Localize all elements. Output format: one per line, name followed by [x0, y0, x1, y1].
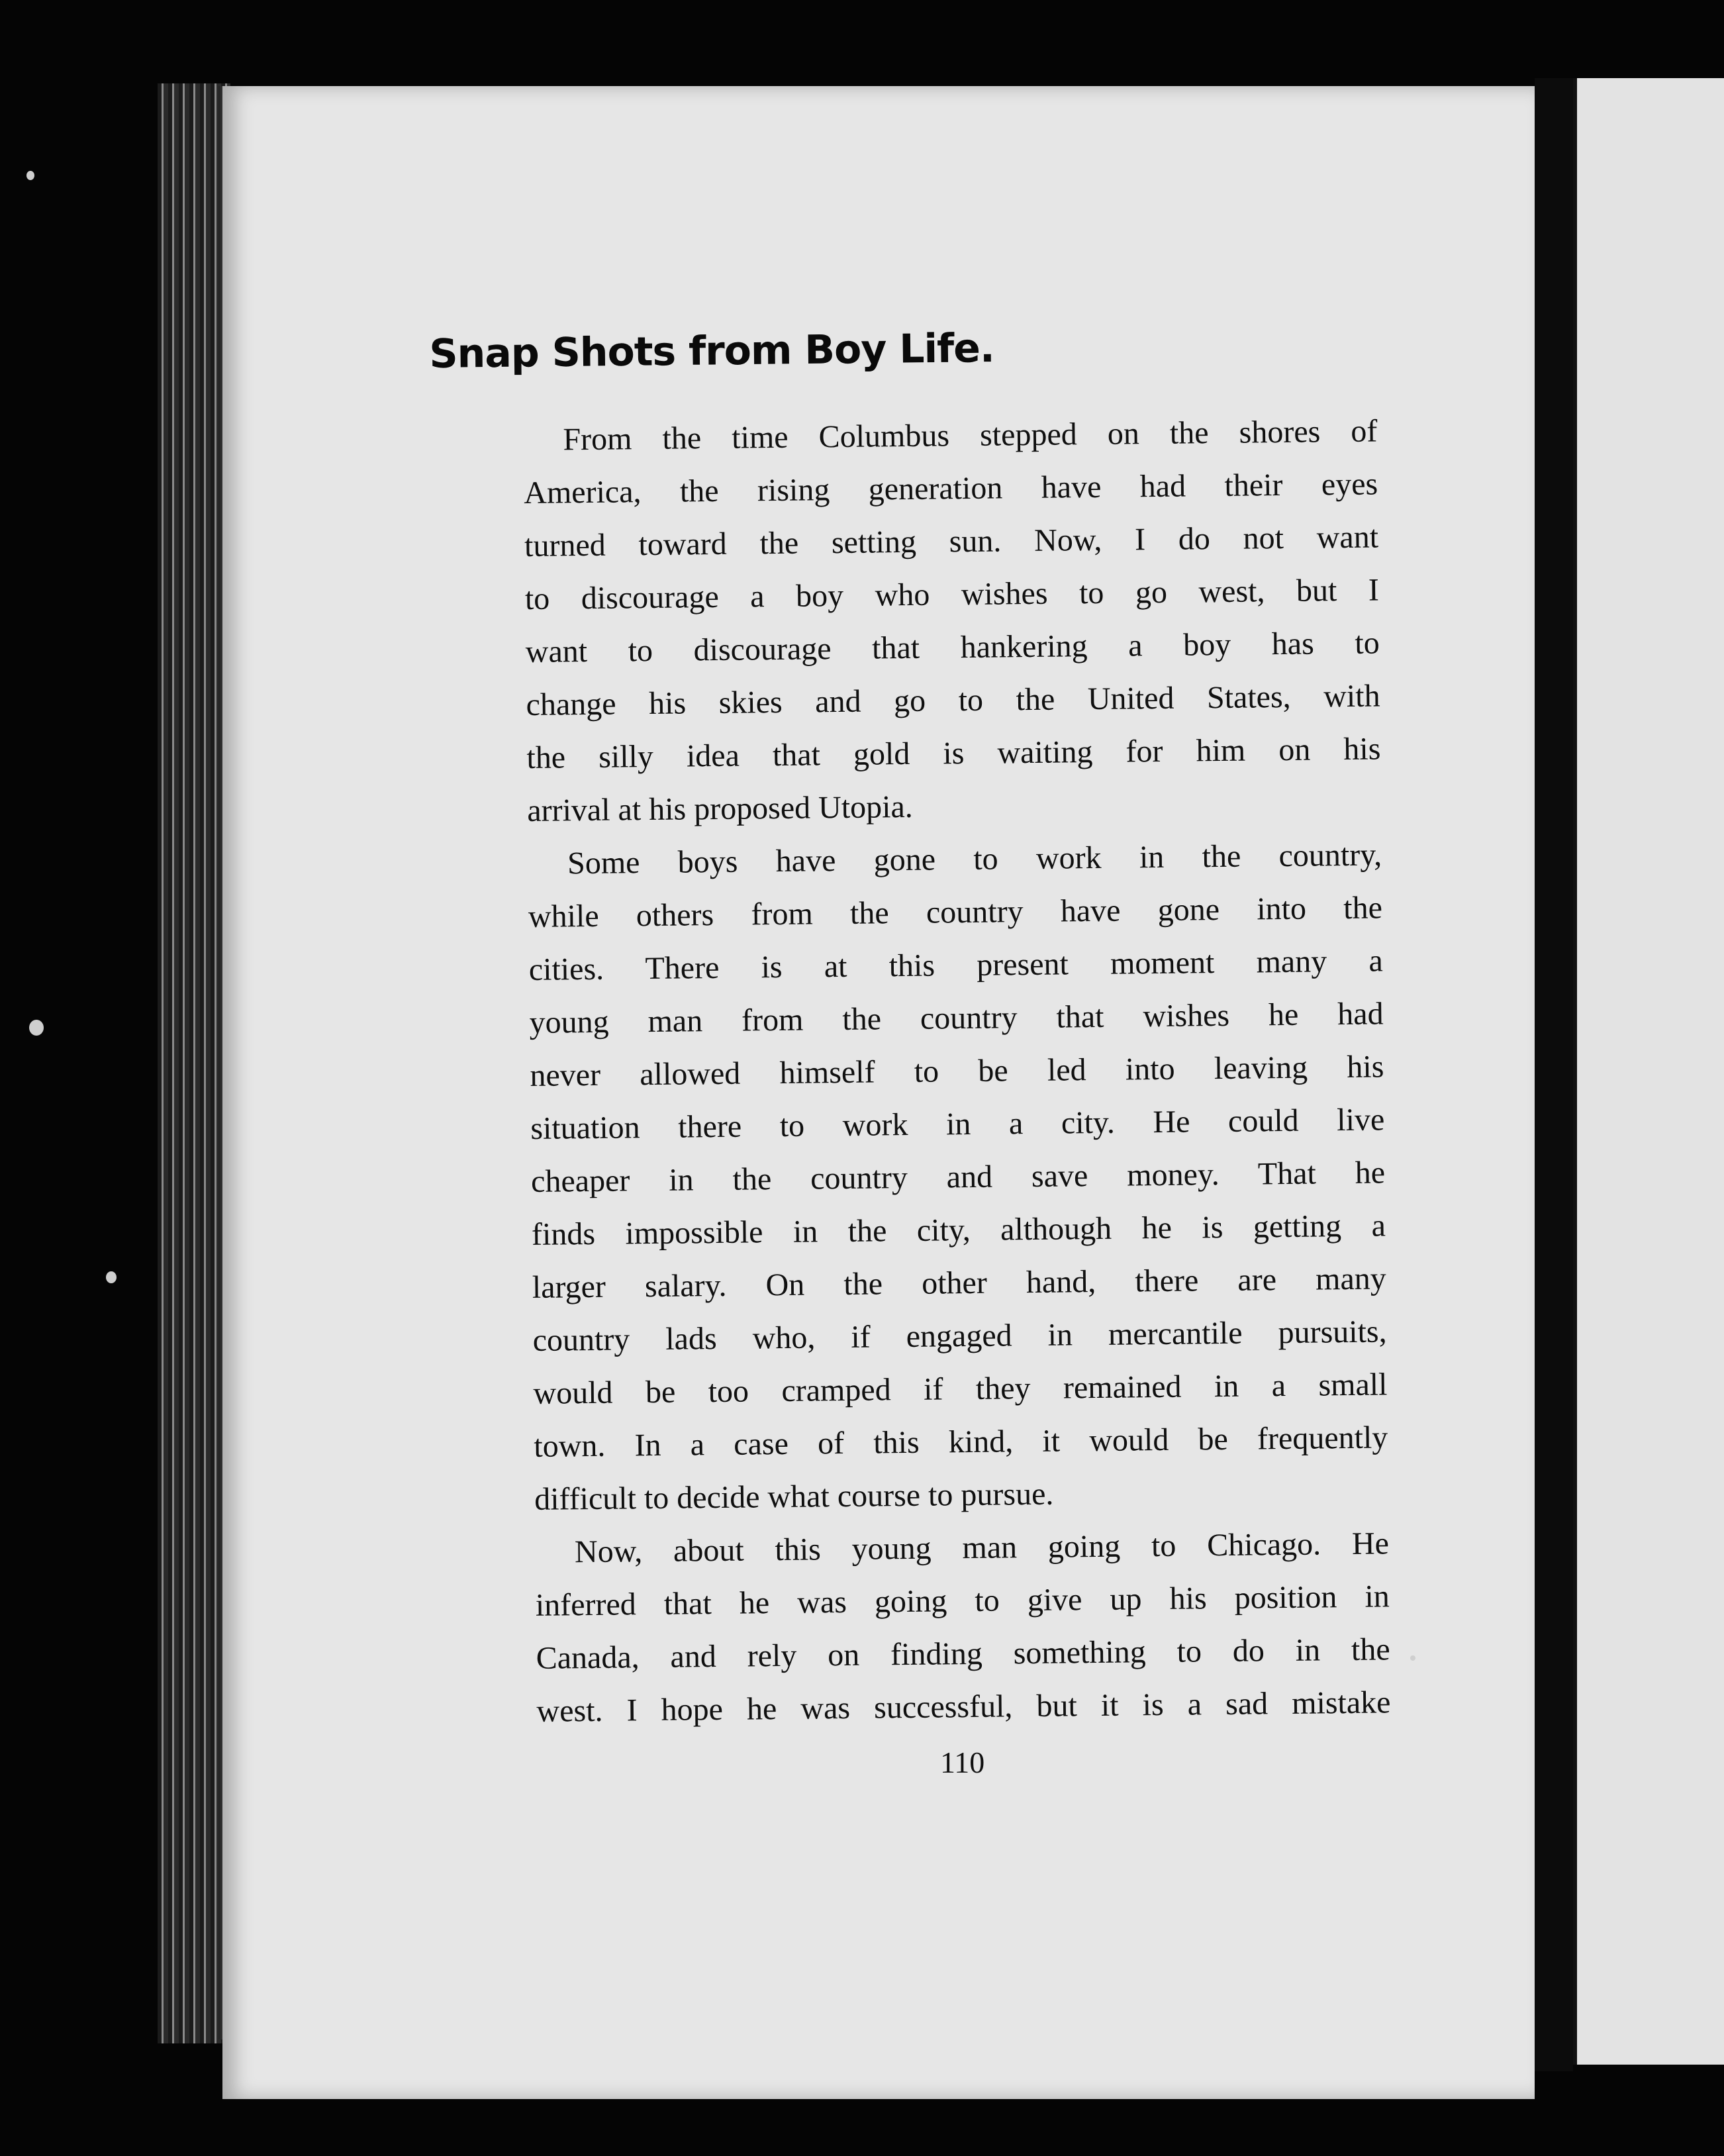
- text-line: country lads who, if engaged in mercantile pursuits,: [532, 1314, 1387, 1358]
- text-line: cheaper in the country and save money. That he: [530, 1155, 1386, 1199]
- text-line: situation there to work in a city. He could live: [530, 1102, 1385, 1146]
- text-line: to discourage a boy who wishes to go west, but I: [524, 572, 1380, 616]
- text-line: while others from the country have gone into the: [528, 890, 1383, 934]
- text-line: want to discourage that hankering a boy has to: [525, 625, 1380, 669]
- facing-page: [1573, 78, 1724, 2065]
- scan-speck: [26, 171, 34, 180]
- text-line: From the time Columbus stepped on the shores of: [563, 413, 1378, 458]
- text-line: Some boys have gone to work in the country,: [567, 837, 1382, 881]
- body-text: [523, 405, 1391, 1738]
- text-line: difficult to decide what course to pursue.: [534, 1476, 1054, 1517]
- text-line: arrival at his proposed Utopia.: [527, 789, 914, 828]
- scan-speck: [106, 1271, 117, 1283]
- text-line: inferred that he was going to give up his position in: [535, 1579, 1390, 1623]
- text-line: larger salary. On the other hand, there are many: [532, 1261, 1387, 1305]
- page-number: 110: [940, 1745, 985, 1779]
- text-line: Now, about this young man going to Chicago. He: [574, 1526, 1390, 1570]
- text-line: young man from the country that wishes he had: [529, 996, 1384, 1040]
- text-line: Canada, and rely on finding something to do in the: [536, 1632, 1390, 1676]
- scan-speck: [29, 1020, 44, 1036]
- text-line: the silly idea that gold is waiting for him on his: [526, 731, 1381, 775]
- chapter-title: Snap Shots from Boy Life.: [429, 325, 995, 377]
- text-line: town. In a case of this kind, it would be frequently: [534, 1420, 1388, 1464]
- text-line: finds impossible in the city, although he is getting a: [531, 1208, 1386, 1252]
- text-line: west. I hope he was successful, but it is a sad mistake: [536, 1685, 1391, 1729]
- text-line: cities. There is at this present moment many a: [528, 943, 1383, 987]
- scan-speck: [1410, 1655, 1415, 1661]
- book-gutter: [1535, 78, 1573, 2071]
- text-line: America, the rising generation have had their eyes: [523, 466, 1378, 511]
- text-line: turned toward the setting sun. Now, I do not want: [524, 519, 1379, 564]
- text-line: change his skies and go to the United States, with: [526, 678, 1380, 722]
- text-line: would be too cramped if they remained in a small: [533, 1367, 1388, 1411]
- text-line: never allowed himself to be led into leaving his: [530, 1049, 1384, 1093]
